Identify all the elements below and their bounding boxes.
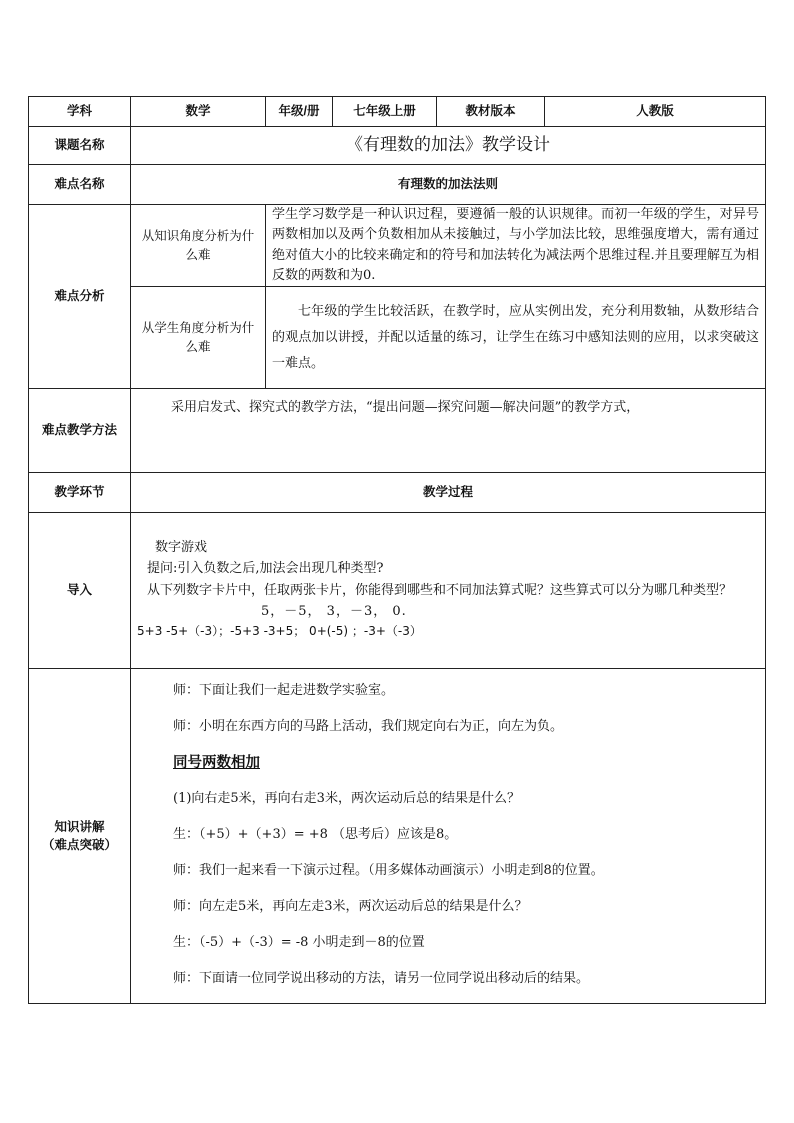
intro-line-question: 提问:引入负数之后,加法会出现几种类型? (147, 561, 384, 577)
method-text: 采用启发式、探究式的教学方法，“提出问题—探究问题—解决问题”的教学方式， (131, 389, 766, 473)
lesson-plan-table (28, 96, 766, 1004)
knowledge-line: (1)向右走5米，再向右走3米，两次运动后总的结果是什么？ (173, 791, 520, 806)
difficulty-row (29, 165, 766, 205)
intro-expressions: 5+3 -5+（-3）；-5+3 -3+5； 0+(-5) ；-3+（-3） (137, 624, 422, 639)
knowledge-row (29, 669, 766, 1004)
knowledge-line: 师：我们一起来看一下演示过程。（用多媒体动画演示）小明走到8的位置。 (173, 863, 604, 878)
difficulty-label: 难点名称 (29, 165, 131, 205)
student-angle-text: 七年级的学生比较活跃，在教学时，应从实例出发，充分利用数轴，从数形结合的观点加以讲授，并配以适量的练习，让学生在练习中感知法则的应用，以求突破这一难点。 (266, 287, 766, 389)
intro-content (131, 513, 766, 669)
knowledge-label-line1: 知识讲解 (54, 819, 105, 834)
intro-line-game: 数字游戏 (155, 539, 208, 555)
header-row (29, 97, 766, 127)
knowledge-line: 师：向左走5米，再向左走3米，两次运动后总的结果是什么？ (173, 899, 528, 914)
process-label: 教学过程 (131, 473, 766, 513)
grade-label: 年级/册 (266, 97, 333, 127)
intro-row (29, 513, 766, 669)
knowledge-line: 师：下面请一位同学说出移动的方法，请另一位同学说出移动后的结果。 (173, 971, 590, 986)
knowledge-line: 生：（+5）+（+3）= +8 （思考后）应该是8。 (173, 827, 458, 842)
analysis-label: 难点分析 (29, 205, 131, 389)
lesson-title: 《有理数的加法》教学设计 (131, 127, 766, 165)
knowledge-label-line2: （难点突破） (41, 838, 117, 852)
edition-value: 人教版 (545, 97, 766, 127)
intro-line-task: 从下列数字卡片中，任取两张卡片，你能得到哪些和不同加法算式呢？这些算式可以分为哪几种类型？ (147, 582, 733, 598)
lesson-row (29, 127, 766, 165)
student-angle-label: 从学生角度分析为什么难 (131, 287, 266, 389)
intro-number-cards: 5，－5， 3，－3， 0. (261, 604, 407, 620)
method-label: 难点教学方法 (29, 389, 131, 473)
analysis-student-row (29, 287, 766, 389)
edition-label: 教材版本 (437, 97, 545, 127)
same-sign-heading: 同号两数相加 (173, 755, 260, 771)
lesson-label: 课题名称 (29, 127, 131, 165)
knowledge-content (131, 669, 766, 1004)
process-header-row (29, 473, 766, 513)
subject-value: 数学 (131, 97, 266, 127)
subject-label: 学科 (29, 97, 131, 127)
knowledge-angle-text: 学生学习数学是一种认识过程，要遵循一般的认识规律。而初一年级的学生，对异号两数相加以及两个负数相加从未接触过，与小学加法比较，思维强度增大，需有通过绝对值大小的比较来确定和的符号和加法转化为减法两个思维过程.并且要理解互为相反数的两数和为0. (266, 205, 766, 287)
knowledge-angle-label: 从知识角度分析为什么难 (131, 205, 266, 287)
knowledge-label (29, 669, 131, 1004)
stage-label: 教学环节 (29, 473, 131, 513)
knowledge-line: 师：下面让我们一起走进数学实验室。 (173, 683, 395, 698)
method-row (29, 389, 766, 473)
knowledge-line: 生：（-5）+（-3）= -8 小明走到－8的位置 (173, 935, 425, 950)
analysis-knowledge-row (29, 205, 766, 287)
intro-label: 导入 (29, 513, 131, 669)
knowledge-line: 师：小明在东西方向的马路上活动，我们规定向右为正，向左为负。 (173, 719, 564, 734)
grade-value: 七年级上册 (333, 97, 437, 127)
difficulty-value: 有理数的加法法则 (131, 165, 766, 205)
